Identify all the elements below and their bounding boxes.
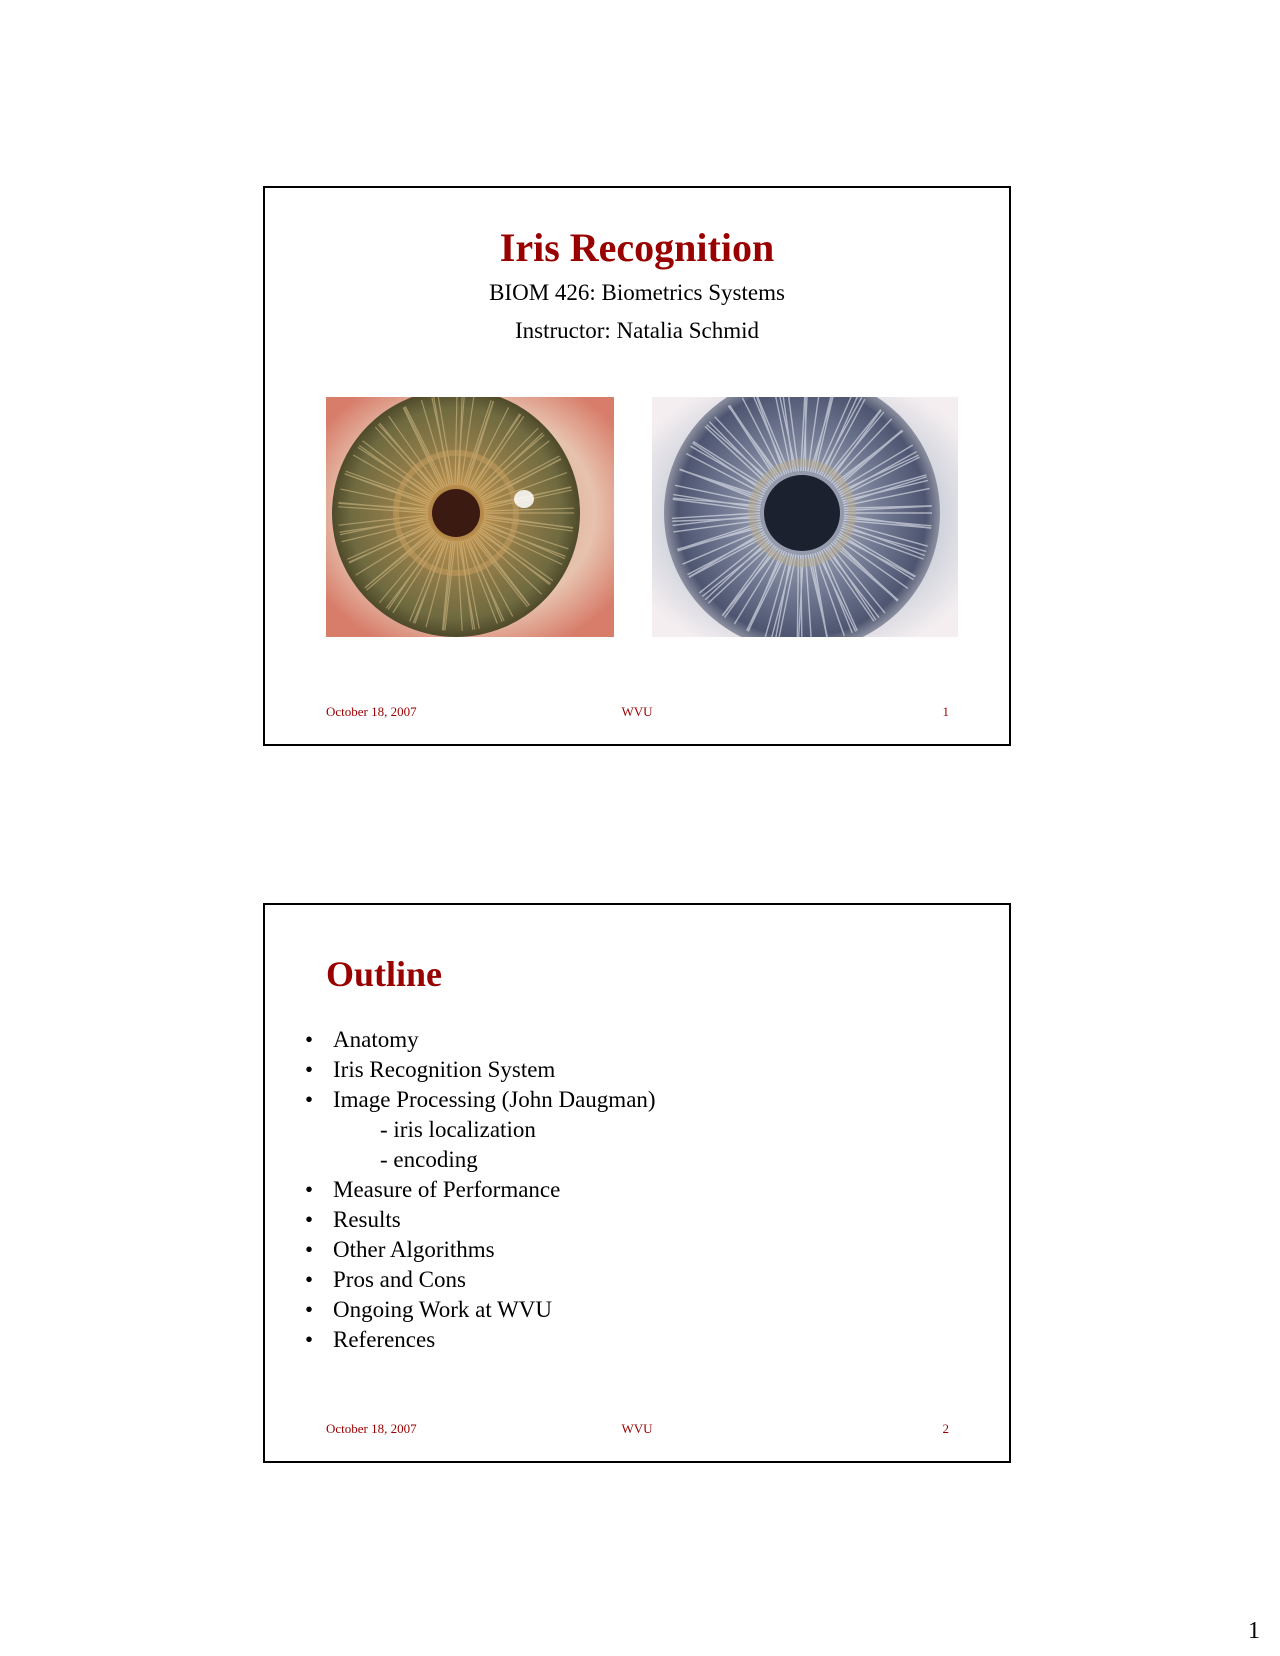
footer-org: WVU: [621, 1421, 653, 1436]
outline-subitem: - encoding: [380, 1147, 478, 1172]
slide-2: [263, 903, 1011, 1463]
outline-item: • Anatomy: [305, 1025, 656, 1055]
slide-title: Outline: [326, 954, 443, 994]
outline-subitem: - iris localization: [380, 1117, 536, 1142]
footer-org: WVU: [621, 704, 653, 719]
footer-date: October 18, 2007: [326, 704, 417, 719]
outline-item: • References: [305, 1325, 656, 1355]
slide-title: Iris Recognition: [499, 225, 775, 270]
outline-item: • Image Processing (John Daugman): [305, 1085, 656, 1115]
outline-item: • Iris Recognition System: [305, 1055, 656, 1085]
page-number: 1: [1248, 1618, 1260, 1644]
outline-item: • Ongoing Work at WVU: [305, 1295, 656, 1325]
outline-item: • Results: [305, 1205, 656, 1235]
slide-1: [263, 186, 1011, 746]
footer-slide-number: 1: [942, 704, 949, 719]
outline-list: [305, 1025, 656, 1355]
outline-item: • Measure of Performance: [305, 1175, 656, 1205]
outline-item: • Pros and Cons: [305, 1265, 656, 1295]
footer-slide-number: 2: [942, 1421, 949, 1436]
blue-iris-photo: [652, 397, 958, 637]
footer-date: October 18, 2007: [326, 1421, 417, 1436]
hazel-iris-photo: [326, 397, 614, 637]
course-name: BIOM 426: Biometrics Systems: [489, 280, 785, 305]
instructor-name: Instructor: Natalia Schmid: [515, 318, 759, 343]
hazel-iris-graphic: [326, 397, 614, 637]
outline-item: • Other Algorithms: [305, 1235, 656, 1265]
blue-iris-graphic: [652, 397, 958, 637]
